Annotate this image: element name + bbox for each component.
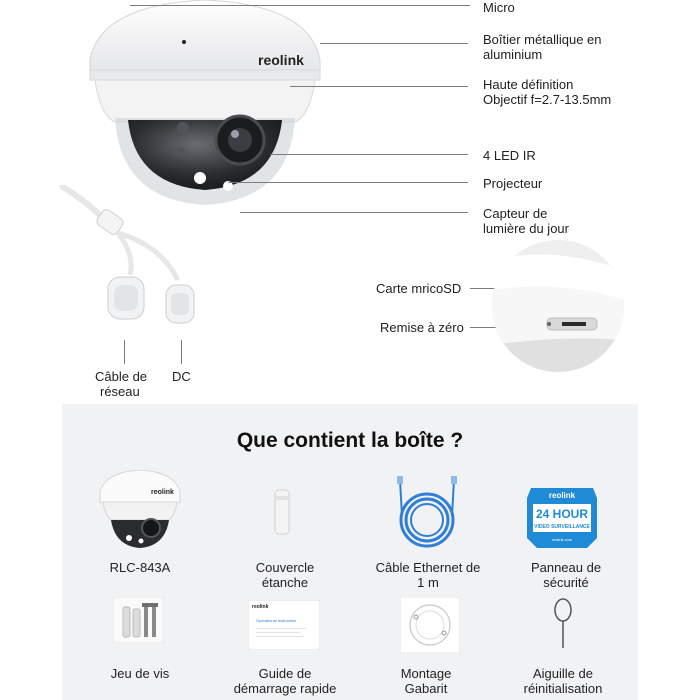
callout-lens-line1: Haute définition [483, 77, 574, 92]
item-label-line2: Gabarit [404, 681, 448, 696]
sign-video-surveillance: VIDEO SURVEILLANCE [534, 524, 590, 530]
item-label-needle [500, 666, 626, 696]
guide-title: Operational Instruction [256, 618, 297, 623]
item-label-line1: Câble Ethernet de [375, 560, 481, 575]
callout-sdcard: Carte mricoSD [376, 281, 462, 296]
item-label-sign [506, 560, 626, 590]
reset-needle-icon [552, 598, 574, 650]
callout-dc: DC [172, 369, 191, 384]
item-label-cover [225, 560, 345, 590]
waterproof-cover-icon [269, 488, 295, 538]
callout-housing-line1: Boîtier métallique en [483, 32, 602, 47]
item-label-template [366, 666, 486, 696]
leader-network [124, 340, 125, 364]
leader-sensor [240, 212, 468, 213]
callout-network-line1: Câble de [95, 369, 148, 384]
item-label-line2: réinitialisation [523, 681, 603, 696]
item-label-ethernet [363, 560, 493, 590]
screws-icon [113, 597, 163, 643]
leader-lens [290, 86, 468, 87]
security-sign [525, 478, 599, 550]
callout-spotlight: Projecteur [483, 176, 543, 191]
item-label-line1: Montage [400, 666, 452, 681]
callout-lens-line2: Objectif f=2.7-13.5mm [483, 92, 612, 107]
item-label-camera [80, 560, 200, 575]
item-label-line2: 1 m [417, 575, 439, 590]
item-label-line2: étanche [261, 575, 309, 590]
callout-sensor-line2: lumière du jour [483, 221, 569, 236]
leader-micro [130, 5, 470, 6]
leader-dc [181, 340, 182, 364]
quick-start-guide-icon [248, 600, 320, 650]
item-label-line1: Couvercle [255, 560, 315, 575]
leader-housing [320, 43, 468, 44]
sign-24-hour: 24 HOUR [535, 507, 589, 521]
item-label-line1: Panneau de [530, 560, 602, 575]
item-label-line2: sécurité [543, 575, 589, 590]
item-label-line1: Aiguille de [533, 666, 593, 681]
callout-sensor-line1: Capteur de [483, 206, 548, 221]
item-label-guide [215, 666, 355, 696]
guide-brand: reolink [252, 604, 269, 610]
callout-reset: Remise à zéro [380, 320, 464, 335]
callout-ir: 4 LED IR [483, 148, 536, 163]
ethernet-cable-icon [392, 476, 462, 556]
item-label-line1: RLC-843A [109, 560, 171, 575]
sign-brand: reolink [548, 491, 576, 500]
brand-logo: reolink [258, 52, 304, 68]
sd-slot-inset [492, 240, 624, 372]
mounting-template-icon [400, 597, 460, 653]
item-label-line1: Jeu de vis [110, 666, 170, 681]
camera-thumbnail [95, 470, 185, 550]
leader-spotlight [228, 182, 468, 183]
item-label-line1: Guide de [258, 666, 312, 681]
box-title: Que contient la boîte ? [236, 429, 464, 452]
sign-footer: reolink.com [551, 537, 573, 542]
item-label-line2: démarrage rapide [233, 681, 337, 696]
callout-network-line2: réseau [100, 384, 140, 399]
callout-housing-line2: aluminium [483, 47, 543, 62]
callout-micro: Micro [483, 0, 515, 15]
cable-illustration [60, 185, 210, 330]
leader-ir [270, 154, 468, 155]
item-label-screws [80, 666, 200, 681]
thumbnail-brand: reolink [151, 489, 174, 496]
